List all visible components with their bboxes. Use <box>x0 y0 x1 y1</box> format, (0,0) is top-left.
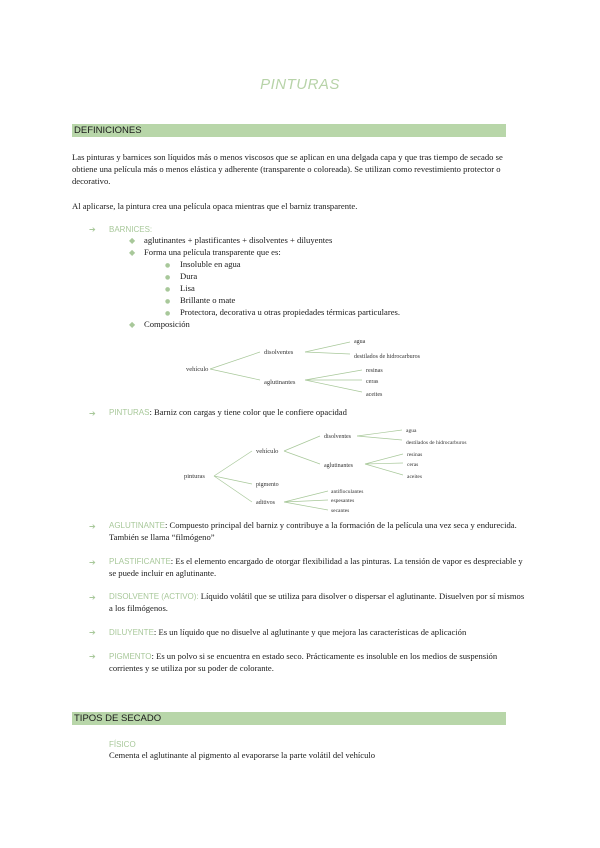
arrow-right-icon: ➔ <box>89 593 96 602</box>
pinturas-item <box>109 407 529 419</box>
intro-paragraph: Las pinturas y barnices son líquidos más o menos viscosos que se aplican en una delgada capa y que tras tiempo de secado se obtiene una película más o menos elástica y adherente (transparente o coloreada). Se utilizan como revestimiento protector o decorativo. <box>72 152 503 186</box>
diagram-node: disolventes <box>264 349 294 356</box>
pinturas-text: : Barniz con cargas y tiene color que le confiere opacidad <box>149 407 347 417</box>
barnices-bullet-1: aglutinantes + plastificantes + disolventes + diluyentes <box>144 235 333 245</box>
page-title: PINTURAS <box>260 76 340 93</box>
diagram-node: aceites <box>407 474 422 480</box>
barnices-bullet-2: Forma una película transparente que es: <box>144 247 281 257</box>
fisico-label: FÍSICO <box>109 740 136 749</box>
section-heading-tipos-secado: TIPOS DE SECADO <box>72 712 506 725</box>
diamond-bullet-icon: ◆ <box>129 236 136 245</box>
pinturas-label: PINTURAS <box>109 408 150 417</box>
dot-bullet-icon: ● <box>165 310 171 317</box>
fisico-text: Cementa el aglutinante al pigmento al evaporarse la parte volátil del vehículo <box>109 750 376 760</box>
diagram-node: secantes <box>331 508 350 514</box>
diagram-node: ceras <box>407 462 419 468</box>
arrow-right-icon: ➔ <box>89 522 96 531</box>
diagram-node: aceites <box>366 392 383 398</box>
def-diluyente <box>109 627 529 639</box>
def-text: : Es un líquido que no disuelve al aglutinante y que mejora las características de aplicación <box>153 627 467 637</box>
prop-item: Dura <box>180 271 198 281</box>
arrow-right-icon: ➔ <box>89 225 96 234</box>
diagram-node: pigmento <box>256 482 279 488</box>
def-label: DISOLVENTE (ACTIVO): <box>109 592 199 601</box>
diagram-node: disolventes <box>324 434 351 440</box>
def-label: PLASTIFICANTE <box>109 557 171 566</box>
diagram-node: vehículo <box>256 448 279 455</box>
section-heading-definiciones: DEFINICIONES <box>72 124 506 137</box>
def-disolvente <box>109 591 529 615</box>
diamond-bullet-icon: ◆ <box>129 320 136 329</box>
dot-bullet-icon: ● <box>165 262 171 269</box>
diagram-node: ceras <box>366 379 379 385</box>
barnices-label: BARNICES: <box>109 225 153 234</box>
diagram-node: aditivos <box>256 500 275 506</box>
prop-item: Protectora, decorativa u otras propiedades térmicas particulares. <box>180 307 401 317</box>
def-aglutinante <box>109 520 529 544</box>
diamond-bullet-icon: ◆ <box>129 248 136 257</box>
barniz-composition-diagram <box>180 332 480 404</box>
diagram-node: vehículo <box>186 366 209 373</box>
arrow-right-icon: ➔ <box>89 558 96 567</box>
diagram-node: resinas <box>407 452 423 458</box>
diagram-node: espesantes <box>331 498 355 504</box>
diagram-node: resinas <box>366 368 383 374</box>
barnices-bullet-3: Composición <box>144 319 190 329</box>
dot-bullet-icon: ● <box>165 274 171 281</box>
dot-bullet-icon: ● <box>165 298 171 305</box>
def-plastificante <box>109 556 529 580</box>
def-label: PIGMENTO <box>109 652 152 661</box>
arrow-right-icon: ➔ <box>89 652 96 661</box>
diagram-node: pinturas <box>184 473 205 480</box>
pintura-composition-diagram <box>180 424 520 520</box>
dot-bullet-icon: ● <box>165 286 171 293</box>
diagram-node: aglutinantes <box>264 379 296 386</box>
diagram-node: destilados de hidrocarburos <box>354 354 420 360</box>
prop-item: Lisa <box>180 283 195 293</box>
def-text: Líquido volátil que se utiliza para disolver o dispersar el aglutinante. Disuelven por sí mismos a los filmógenos. <box>109 591 525 613</box>
def-pigmento <box>109 651 529 675</box>
prop-item: Insoluble en agua <box>180 259 241 269</box>
diagram-node: agua <box>354 339 366 345</box>
def-text: : Es el elemento encargado de otorgar flexibilidad a las pinturas. La tensión de vapor es despreciable y se puede incluir en aglutinante. <box>109 556 523 578</box>
def-text: : Es un polvo si se encuentra en estado seco. Prácticamente es insoluble en los medios de suspensión corrientes y se utiliza por su poder de colorante. <box>109 651 498 673</box>
diagram-node: aglutinantes <box>324 463 353 469</box>
def-label: AGLUTINANTE <box>109 521 166 530</box>
arrow-right-icon: ➔ <box>89 409 96 418</box>
arrow-right-icon: ➔ <box>89 628 96 637</box>
def-text: : Compuesto principal del barniz y contribuye a la formación de la película una vez seca y endurecida. También se llama “filmógeno” <box>109 520 517 542</box>
intro-paragraph-2: Al aplicarse, la pintura crea una película opaca mientras que el barniz transparente. <box>72 201 358 211</box>
prop-item: Brillante o mate <box>180 295 236 305</box>
diagram-node: agua <box>406 428 417 434</box>
diagram-node: destilados de hidrocarburos <box>406 440 467 446</box>
diagram-node: antifloculantes <box>331 489 364 495</box>
def-label: DILUYENTE <box>109 628 154 637</box>
